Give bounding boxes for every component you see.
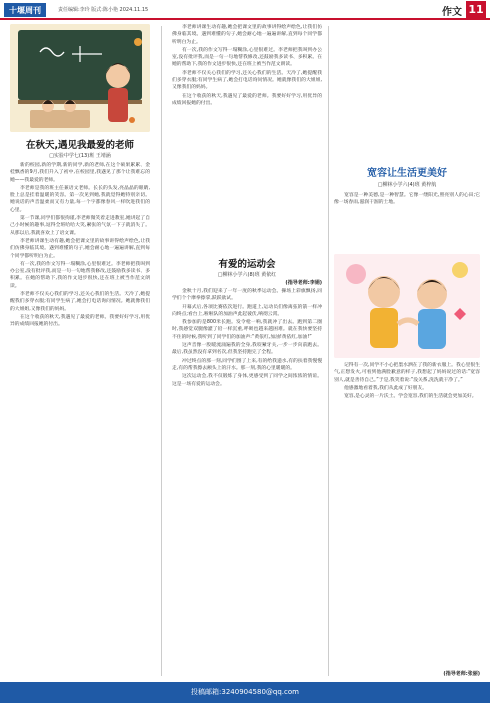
section-title: 作文 <box>442 7 462 18</box>
article-continuation <box>172 24 322 224</box>
paragraph: 李老师是我的班主任兼语文老师。长长的头发,亮晶晶的眼睛,脸上总是挂着温暖的笑容。第一次见到她,我就觉得她特别亲切。她说话的声音温柔而又有力量,每一个字都像春风一样吹进我们的心里。 <box>10 185 150 213</box>
article-body <box>10 162 150 678</box>
article-byline: □柳林小学六(4)班 黄梓航 <box>377 182 437 188</box>
paragraph: 我参加的是800米长跑。发令枪一响,我就冲了出去。跑到第二圈时,我感觉双腿像灌了铅一样沉重,呼吸也越来越困难。就在我快要坚持不住的时候,我听到了同学们的加油声:“黄依红,加油!黄依红,加油!” <box>172 320 322 340</box>
masthead: 十堰周刊 <box>4 3 46 17</box>
article-body <box>172 288 322 678</box>
children-illustration-svg <box>334 254 480 358</box>
article-body <box>334 362 480 670</box>
page-number: 11 <box>466 1 486 18</box>
paragraph: 记得有一次,同学不小心把墨水洒在了我的新衣服上。我心里很生气,正想发火,可看到他满脸歉意的样子,我想起了妈妈说过的话:“宽容别人,就是善待自己。”于是,我笑着说:“没关系,洗洗就干净了。” <box>334 363 480 383</box>
editor-note: (指导老师:张丽) <box>443 671 480 677</box>
paragraph: 冲过终点的那一刻,同学们围了上来,有的给我递水,有的扶着我慢慢走,有的帮我擦去额头上的汗水。那一刻,我的心里暖暖的。 <box>172 358 322 371</box>
article-autumn-teacher <box>10 24 150 678</box>
article-sports-meet-column <box>172 24 322 678</box>
paragraph: 宽容是一种美德,是一种智慧。它像一缕阳光,照亮别人的心田;它像一场春雨,滋润干涸的土地。 <box>334 193 480 206</box>
paragraph: 李老师讲课生动有趣,她会把课文里的故事讲得绘声绘色,让我们仿佛身临其境。遇到难懂的句子,她会耐心地一遍遍讲解,直到每个同学都听明白为止。 <box>10 238 150 259</box>
editor-note: (指导老师:李娟) <box>285 280 322 286</box>
paragraph: 李老师不仅关心我们的学习,还关心我们的生活。天冷了,她提醒我们多穿衣服;有同学生病了,她会打电话询问情况。她就像我们的大姐姐,又像我们的妈妈。 <box>10 292 150 312</box>
children-illustration <box>334 254 480 358</box>
article-body-intro <box>334 192 480 250</box>
page-header <box>0 0 490 20</box>
paragraph: 李老师不仅关心我们的学习,还关心我们的生活。天冷了,她提醒我们多穿衣服;有同学生病了,她会打电话询问情况。她就像我们的大姐姐,又像我们的妈妈。 <box>172 70 322 91</box>
teacher-illustration <box>10 24 150 132</box>
submission-email: 投稿邮箱:3240904580@qq.com <box>191 688 299 696</box>
article-title: 有爱的运动会 <box>218 259 276 270</box>
article-tolerance <box>334 24 480 678</box>
teacher-illustration-svg <box>10 24 150 132</box>
paragraph: 开幕式后,各项比赛依次进行。跑道上,运动员们像离弦的箭一样冲向终点;看台上,啦啦队的加油声此起彼伏,响彻云霄。 <box>172 304 322 317</box>
editor-credits: 责任编辑:李玲 版式:陈小艳 2024.11.15 <box>58 7 149 13</box>
paragraph: 在这个收获的秋天,我遇见了最爱的老师。我要好好学习,用优异的成绩回报她的付出。 <box>10 314 150 328</box>
paragraph: 有一次,我的作文写得一塌糊涂,心里很难过。李老师把我叫到办公室,没有批评我,而是一句一句地帮我修改,还鼓励我多读书、多积累。在她的帮助下,我的作文进步很快,还在班上被当作范文朗读。 <box>10 261 150 289</box>
article-byline: □实验中学七(13)班 王靖涵 <box>49 153 111 159</box>
paragraph: 金秋十月,我们迎来了一年一度的秋季运动会。操场上彩旗飘扬,同学们个个摩拳擦掌,跃跃欲试。 <box>172 289 322 302</box>
paragraph: 这次运动会,我不仅锻炼了身体,更感受到了同学之间浓浓的情谊。这是一场有爱的运动会。 <box>172 374 322 387</box>
paragraph: 第一节课,同学们都很拘谨,李老师微笑着走进教室,她讲起了自己小时候的趣事,逗得全班哈哈大笑,紧张的气氛一下子就消失了。从那以后,我就喜欢上了语文课。 <box>10 216 150 236</box>
paragraph: 宽容,是心灵的一片沃土。学会宽容,我们的生活就会更加美好。 <box>344 394 477 400</box>
page-footer <box>0 682 490 703</box>
paragraph: 李老师讲课生动有趣,她会把课文里的故事讲得绘声绘色,让我们仿佛身临其境。遇到难懂的句子,她会耐心地一遍遍讲解,直到每个同学都听明白为止。 <box>172 25 322 45</box>
paragraph: 这声音像一股暖流涌遍我的全身,我咬紧牙关,一步一步向前跑去。最后,我虽然没有拿到名次,但我坚持跑完了全程。 <box>172 343 322 356</box>
column-divider <box>328 26 329 676</box>
column-divider <box>161 26 162 676</box>
article-byline: □柳林小学六(8)班 黄依红 <box>217 272 277 278</box>
article-title: 在秋天,遇见我最爱的老师 <box>25 140 135 151</box>
paragraph: 在这个收获的秋天,我遇见了最爱的老师。我要好好学习,用优异的成绩回报她的付出。 <box>172 93 322 106</box>
paragraph: 他感激地看着我,我们从此成了好朋友。 <box>344 385 428 391</box>
paragraph: 新的校园,新的学期,新的同学,新的老师,在这个硕果累累、金桂飘香的9月,我们升入了初中,在校园里,我遇见了那个让我难忘的她——我最爱的老师。 <box>10 163 150 183</box>
article-title: 宽容让生活更美好 <box>367 168 447 179</box>
paragraph: 有一次,我的作文写得一塌糊涂,心里很难过。李老师把我叫到办公室,没有批评我,而是一句一句地帮我修改,还鼓励我多读书、多积累。在她的帮助下,我的作文进步很快,还在班上被当作范文朗读。 <box>172 47 322 68</box>
